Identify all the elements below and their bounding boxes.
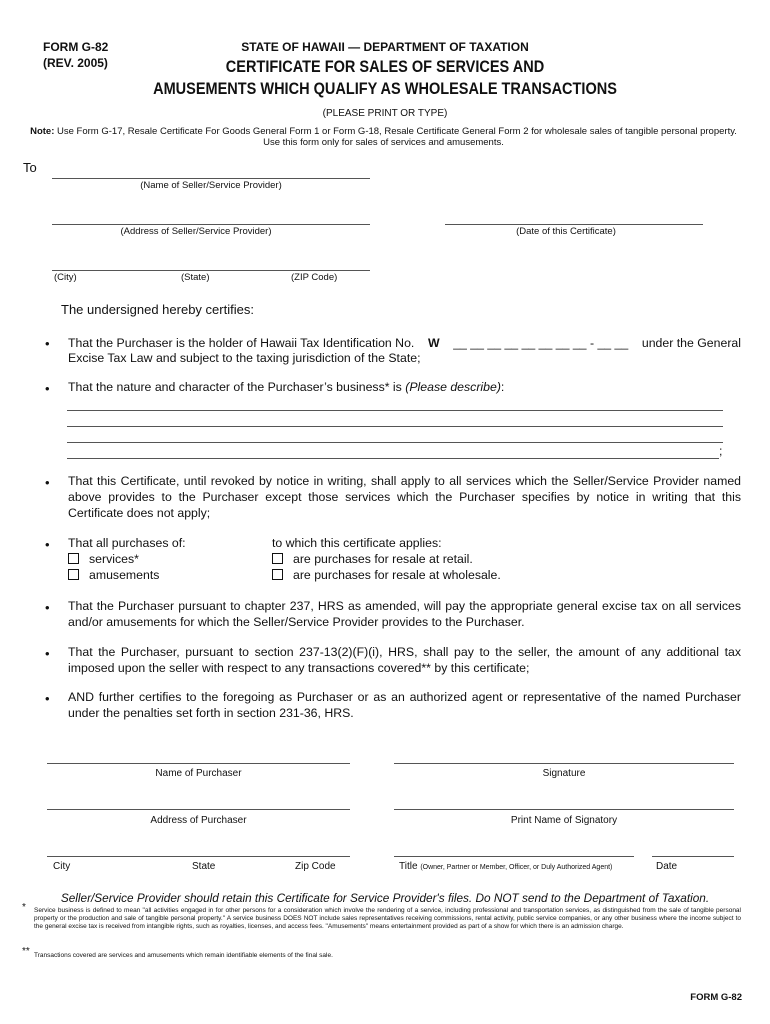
note-label: Note:	[30, 126, 55, 137]
tax-id-text: That the Purchaser is the holder of Hawaii Tax Identification No.	[68, 336, 415, 350]
title-label: Title	[399, 861, 418, 872]
footnote-star: *	[22, 902, 26, 913]
form-footer: FORM G-82	[690, 992, 742, 1003]
title-line-2: AMUSEMENTS WHICH QUALIFY AS WHOLESALE TRANSACTIONS	[153, 80, 617, 98]
certifies-heading: The undersigned hereby certifies:	[61, 302, 254, 317]
applies-label: to which this certificate applies:	[272, 536, 442, 550]
title-note: (Owner, Partner or Member, Officer, or Duly Authorized Agent)	[420, 864, 613, 871]
signature-caption: Signature	[542, 768, 586, 779]
print-name-caption: Print Name of Signatory	[510, 815, 618, 826]
print-name-field[interactable]	[394, 809, 734, 810]
bullet: •	[45, 336, 50, 351]
seller-state-caption: (State)	[181, 272, 210, 283]
business-description-line[interactable]	[67, 410, 723, 411]
tax-id-line-2: Excise Tax Law and subject to the taxing jurisdiction of the State;	[68, 351, 421, 365]
transactions-footnote: Transactions covered are services and amusements which remain identifiable elements of the final sale.	[34, 952, 333, 959]
services-checkbox[interactable]	[68, 553, 79, 564]
bullet: •	[45, 600, 50, 615]
resale-wholesale-label: are purchases for resale at wholesale.	[293, 568, 501, 582]
title-caption	[399, 861, 612, 872]
purchaser-address-caption: Address of Purchaser	[150, 815, 247, 826]
resale-retail-option[interactable]	[272, 552, 473, 566]
further-certifies-text: AND further certifies to the foregoing as Purchaser or as an authorized agent or representative of the named Purchaser under the penalties set forth in section 231-36, HRS.	[68, 690, 741, 720]
bullet: •	[45, 537, 50, 552]
purchaser-city-state-zip-field[interactable]	[47, 856, 350, 857]
bullet: •	[45, 381, 50, 396]
purchaser-zip-caption: Zip Code	[295, 861, 336, 872]
purchaser-state-caption: State	[192, 861, 216, 872]
business-description-line[interactable]	[67, 426, 723, 427]
nature-italic: (Please describe)	[405, 380, 501, 394]
title-line-1: CERTIFICATE FOR SALES OF SERVICES AND	[225, 58, 545, 76]
resale-retail-label: are purchases for resale at retail.	[293, 552, 473, 566]
note	[26, 126, 741, 148]
seller-city-caption: (City)	[54, 272, 77, 283]
certificate-date-field[interactable]	[445, 224, 703, 225]
resale-retail-checkbox[interactable]	[272, 553, 283, 564]
date-field[interactable]	[652, 856, 734, 857]
service-business-footnote: Service business is defined to mean "all activities engaged in for other persons for a consideration which involve the rendering of a service, including professional and transportation services, as distinguished from the sale of tangible personal property or the production and sale of tangible personal property." A service business DOES NOT include sales representatives receiving commissions, rental activity, public service companies, or any other business where the income subject to the general excise tax is received from intangible rights, such as royalties, licenses, and access fees. "Amusements" means entertainment provided as part of a show for which there is an admission charge.	[34, 907, 741, 930]
amusements-option[interactable]	[68, 568, 159, 582]
purchaser-name-caption: Name of Purchaser	[155, 768, 242, 779]
amusements-checkbox[interactable]	[68, 569, 79, 580]
bullet: •	[45, 475, 50, 490]
form-revision: (REV. 2005)	[43, 56, 108, 70]
purchaser-address-field[interactable]	[47, 809, 350, 810]
seller-address-caption: (Address of Seller/Service Provider)	[120, 226, 272, 237]
business-description-line[interactable]	[67, 458, 719, 459]
revocation-text: That this Certificate, until revoked by notice in writing, shall apply to all services which the Seller/Service Provider named above provides to the Purchaser except those services which the Purchaser specifies by notice in writing that this Certificate does not apply;	[68, 474, 741, 520]
nature-colon: :	[500, 380, 505, 394]
date-caption: Date	[656, 861, 678, 872]
certificate-date-caption: (Date of this Certificate)	[516, 226, 616, 237]
seller-zip-caption: (ZIP Code)	[291, 272, 338, 283]
nature-line	[68, 380, 504, 394]
tax-id-after: under the General	[641, 336, 741, 350]
resale-wholesale-option[interactable]	[272, 568, 501, 582]
section-237-text: That the Purchaser, pursuant to section 237-13(2)(F)(i), HRS, shall pay to the seller, the amount of any additional tax imposed upon the seller with respect to any transactions covered** by this certificate;	[68, 645, 741, 675]
signature-field[interactable]	[394, 763, 734, 764]
to-label: To	[23, 160, 37, 175]
note-text: Use Form G-17, Resale Certificate For Goods General Form 1 or Form G-18, Resale Certificate General Form 2 for wholesale sales of tangible personal property. Use this form only for sales of services and amusements.	[57, 126, 737, 148]
seller-address-field[interactable]	[52, 224, 370, 225]
semicolon: ;	[719, 444, 723, 458]
seller-city-state-zip-field[interactable]	[52, 270, 370, 271]
services-option[interactable]	[68, 552, 139, 566]
footnote-double-star: **	[22, 946, 30, 957]
print-instruction: (PLEASE PRINT OR TYPE)	[322, 108, 448, 119]
services-label: services*	[89, 552, 139, 566]
seller-name-caption: (Name of Seller/Service Provider)	[140, 180, 282, 191]
tax-id-prefix: W	[427, 336, 440, 350]
purchaser-city-caption: City	[53, 861, 71, 872]
tax-id-line	[68, 335, 741, 351]
bullet: •	[45, 691, 50, 706]
title-field[interactable]	[394, 856, 634, 857]
tax-id-blanks[interactable]: __ __ __ __ __ __ __ __ - __ __	[453, 336, 629, 350]
retain-notice: Seller/Service Provider should retain this Certificate for Service Provider's files. Do NOT send to the Department of Taxation.	[60, 891, 710, 905]
business-description-line[interactable]	[67, 442, 723, 443]
amusements-label: amusements	[89, 568, 160, 582]
purchases-label: That all purchases of:	[68, 536, 186, 550]
form-id: FORM G-82	[43, 40, 109, 54]
purchaser-name-field[interactable]	[47, 763, 350, 764]
seller-name-field[interactable]	[52, 178, 370, 179]
nature-text: That the nature and character of the Purchaser’s business* is	[68, 380, 402, 394]
resale-wholesale-checkbox[interactable]	[272, 569, 283, 580]
bullet: •	[45, 646, 50, 661]
chapter-237-text: That the Purchaser pursuant to chapter 237, HRS as amended, will pay the appropriate general excise tax on all services and/or amusements for which the Seller/Service Provider provides to the Purchaser.	[68, 599, 741, 629]
agency-line: STATE OF HAWAII — DEPARTMENT OF TAXATION	[241, 40, 529, 54]
